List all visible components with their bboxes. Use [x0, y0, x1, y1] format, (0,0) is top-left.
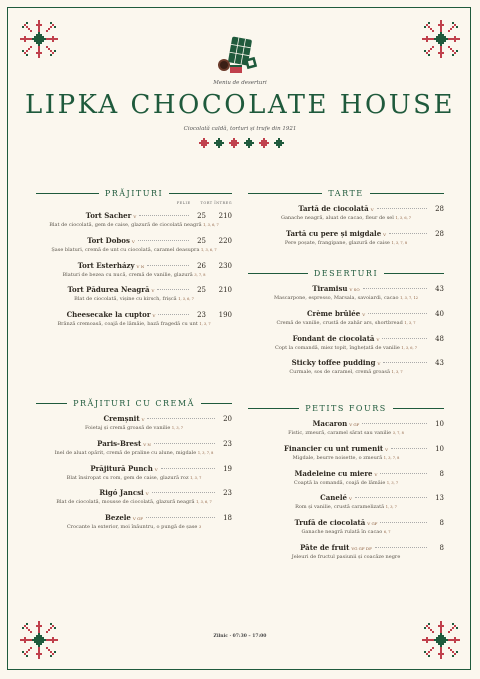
item-description	[248, 215, 444, 223]
dietary-tags: V	[374, 471, 378, 477]
price-whole: 210	[218, 286, 233, 295]
allergen-codes: 1, 3, 7, 8	[383, 455, 400, 460]
price-whole: 230	[218, 261, 232, 270]
dietary-tags: V	[385, 446, 388, 452]
item-description	[248, 455, 444, 463]
item-price: 40	[435, 309, 445, 318]
item-name: Cheesecake la cuptor	[66, 310, 151, 319]
dietary-tags: V	[131, 238, 135, 244]
item-description	[36, 247, 232, 255]
item-description	[248, 504, 444, 512]
menu-item	[36, 414, 232, 433]
menu-item	[248, 543, 444, 562]
item-price: 43	[435, 285, 445, 293]
item-price: 23	[223, 489, 233, 498]
item-name: Rigó Jancsi	[99, 488, 144, 498]
leader-dots	[154, 443, 215, 444]
dietary-tags: V	[141, 417, 145, 422]
description-text: Blat de ciocolată, mousse de ciocolată, glazură neagră	[56, 499, 195, 506]
item-price: 19	[223, 464, 233, 473]
leader-dots	[380, 473, 427, 474]
leader-dots	[363, 288, 427, 289]
item-price: 13	[435, 494, 444, 503]
description-text: Coaptă la comandă, coajă de lămâie	[293, 479, 386, 486]
leader-dots	[139, 215, 189, 216]
description-text: Șase blaturi, cremă de unt cu ciocolată, caramel deasupra	[51, 246, 200, 253]
dietary-tags: V GF	[349, 422, 360, 427]
menu-item	[248, 204, 444, 223]
folk-ornament-icon	[16, 617, 62, 663]
section-title: PRĂJITURI CU CREMĂ	[73, 398, 195, 408]
allergen-codes: 1, 3, 6, 7	[201, 247, 217, 252]
allergen-codes: 1, 3, 7	[391, 370, 403, 375]
item-price: 20	[223, 415, 232, 423]
menu-item	[248, 358, 444, 377]
section-title: PRĂJITURI	[104, 188, 164, 198]
item-name: Tartă cu pere și migdale	[285, 228, 382, 238]
price-slice: 23	[197, 311, 206, 319]
leader-dots	[157, 289, 189, 290]
leader-dots	[377, 208, 427, 209]
allergen-codes: 6, 7	[383, 530, 391, 534]
dietary-tags: V	[145, 491, 149, 497]
description-text: Cremă de vanilie, crustă de zahăr ars, shortbread	[276, 319, 403, 326]
description-text: Ganache neagră, aluat de cacao, fleur de sel	[280, 215, 394, 221]
section-prajituri-crema	[36, 398, 232, 532]
dietary-tags: V GF	[132, 516, 144, 521]
item-description	[248, 369, 444, 377]
allergen-codes: 1, 3, 7, 12	[400, 296, 418, 300]
item-description	[248, 430, 444, 438]
allergen-codes: 1, 3, 6, 7	[196, 500, 212, 505]
item-name: Fondant de ciocolată	[292, 333, 375, 343]
section-petits-fours	[248, 403, 444, 562]
item-description	[36, 425, 232, 433]
description-text: Copt la comandă, miez topit, înghețată de vanilie	[275, 344, 400, 351]
description-text: Crocante la exterior, moi înăuntru, o pungă de șase	[66, 524, 198, 530]
section-title: DESERTURI	[313, 268, 379, 278]
item-price: 10	[435, 420, 445, 428]
menu-item	[248, 419, 444, 438]
leader-dots	[368, 313, 427, 314]
description-text: Curmale, sos de caramel, cremă groasă	[289, 369, 390, 376]
price-slice: 26	[197, 261, 206, 270]
menu-item	[248, 229, 444, 248]
item-description	[36, 222, 232, 230]
section-prajituri	[36, 188, 232, 329]
dietary-tags: V N	[143, 441, 151, 447]
item-description	[36, 475, 232, 483]
allergen-codes: 1, 3, 7	[385, 505, 397, 510]
allergen-codes: 3, 7, 8	[194, 272, 206, 277]
item-description	[248, 320, 444, 328]
dietary-tags: V	[362, 311, 366, 317]
allergen-codes: 3	[198, 525, 202, 529]
item-price: 28	[435, 229, 444, 238]
section-tarte	[248, 188, 444, 248]
menu-item	[36, 513, 232, 532]
description-text: Foietaj și cremă groasă de vanilie	[84, 425, 171, 431]
item-name: Bezele	[104, 513, 131, 522]
item-name: Trufă de ciocolată	[294, 518, 366, 527]
dietary-tags: V	[376, 336, 380, 342]
item-name: Tiramisu	[312, 284, 348, 293]
opening-hours: Zilnic · 07:30 – 17:00	[213, 634, 267, 639]
description-text: Jeleuri de fructul pasiunii și coacăze negre	[291, 553, 401, 560]
allergen-codes: 1, 3, 7	[404, 320, 416, 325]
leader-dots	[375, 547, 427, 548]
price-slice: 25	[197, 212, 207, 220]
item-name: Tort Sacher	[85, 211, 132, 220]
item-name: Tort Esterházy	[77, 260, 135, 270]
description-text: Mascarpone, espresso, Marsala, savoiardi, cacao	[274, 295, 399, 301]
leader-dots	[362, 423, 427, 424]
price-slice: 25	[197, 286, 207, 295]
description-text: Rom și vanilie, crustă caramelizată	[295, 504, 385, 511]
item-description	[248, 554, 444, 562]
item-name: Canelé	[320, 493, 347, 503]
menu-item	[248, 284, 444, 303]
allergen-codes: 1, 3, 6, 7	[401, 345, 417, 350]
item-price: 10	[435, 444, 444, 453]
item-name: Paris-Brest	[97, 438, 142, 448]
dietary-tags: V	[151, 288, 155, 294]
menu-item	[36, 211, 232, 230]
price-whole: 190	[218, 311, 232, 319]
allergen-codes: 1, 3, 7	[386, 480, 399, 485]
allergen-codes: 1, 3, 7, 8	[391, 240, 408, 245]
chocolate-logo-icon	[210, 36, 270, 78]
item-description	[248, 345, 444, 353]
description-text: Brânză cremoasă, coajă de lămâie, bază fragedă cu unt	[57, 321, 198, 327]
item-description	[36, 272, 232, 280]
menu-item	[248, 444, 444, 463]
item-description	[248, 295, 444, 303]
menu-header	[0, 36, 480, 153]
allergen-codes: 1, 3, 7, 8	[197, 450, 214, 455]
restaurant-title: LIPKA CHOCOLATE HOUSE	[25, 90, 455, 120]
dietary-tags: V	[152, 313, 156, 318]
item-name: Prăjitură Punch	[90, 463, 153, 473]
allergen-codes: 1, 3, 6, 7	[395, 216, 412, 220]
item-description	[248, 480, 444, 488]
menu-item	[248, 334, 444, 353]
dietary-tags: V	[383, 231, 387, 237]
dietary-tags: V	[154, 466, 158, 472]
item-name: Pâte de fruit	[300, 542, 350, 552]
item-price: 8	[439, 519, 444, 527]
item-price: 8	[439, 469, 445, 478]
menu-item	[36, 310, 232, 329]
item-price: 43	[435, 359, 444, 368]
dietary-tags: V SO	[349, 287, 360, 292]
leader-dots	[146, 517, 215, 518]
item-name: Cremșnit	[103, 414, 140, 423]
menu-item	[36, 261, 232, 280]
section-deserturi	[248, 268, 444, 377]
description-text: Blaturi de bezea cu nucă, cremă de vanilie, glazură	[62, 271, 193, 278]
leader-dots	[158, 314, 189, 315]
item-price: 28	[435, 205, 445, 213]
leader-dots	[152, 492, 215, 493]
leader-dots	[138, 240, 189, 241]
price-column-headers	[36, 201, 232, 205]
item-name: Macaron	[312, 419, 348, 428]
menu-item	[248, 518, 444, 537]
item-description	[36, 321, 232, 329]
price-whole: 210	[218, 212, 233, 220]
menu-item	[248, 493, 444, 512]
leader-dots	[380, 522, 427, 523]
leader-dots	[147, 418, 215, 419]
item-description	[248, 529, 444, 537]
leader-dots	[355, 497, 427, 498]
allergen-codes: 1, 3, 6, 7	[178, 297, 194, 302]
allergen-codes: 1, 3, 7	[171, 426, 184, 430]
item-name: Sticky toffee pudding	[291, 358, 376, 368]
description-text: Blat de ciocolată, vișine cu kirsch, frișcă	[74, 296, 177, 303]
description-text: Blat însiropat cu rom, gem de caise, glazură roz	[66, 474, 189, 481]
item-description	[248, 240, 444, 248]
menu-item	[36, 236, 232, 255]
item-price: 48	[435, 334, 445, 343]
description-text: Pere poșate, frangipane, glazură de caise	[284, 239, 390, 246]
col-slice: FELIE	[176, 201, 191, 205]
item-name: Tort Pădurea Neagră	[67, 285, 150, 295]
leader-dots	[382, 338, 427, 339]
menu-kicker: Meniu de deserturi	[213, 80, 267, 86]
item-description	[36, 524, 232, 532]
dietary-tags: V	[370, 207, 374, 212]
description-text: Migdale, beurre noisette, o zmeură	[292, 454, 383, 461]
menu-item	[36, 488, 232, 507]
dietary-tags: V	[348, 496, 352, 502]
description-text: Blat de ciocolată, gem de caise, glazură de ciocolată neagră	[49, 222, 202, 228]
leader-dots	[389, 233, 427, 234]
tagline: Ciocolată caldă, torturi și trufe din 1921	[183, 126, 297, 132]
item-price: 18	[223, 514, 232, 522]
price-slice: 25	[197, 236, 207, 245]
item-description	[36, 499, 232, 507]
allergen-codes: 1, 3, 7	[199, 322, 211, 326]
leader-dots	[383, 362, 427, 363]
menu-item	[248, 309, 444, 328]
item-description	[36, 296, 232, 304]
item-name: Madeleine cu miere	[294, 468, 373, 478]
menu-item	[36, 439, 232, 458]
item-name: Financier cu unt rumenit	[284, 443, 384, 453]
item-name: Tartă de ciocolată	[298, 204, 369, 213]
section-title: PETITS FOURS	[305, 403, 387, 413]
allergen-codes: 3, 7, 8	[392, 431, 404, 435]
leader-dots	[161, 468, 215, 469]
section-title: TARTE	[328, 188, 364, 198]
item-name: Tort Dobos	[87, 235, 130, 245]
col-whole: TORT ÎNTREG	[200, 201, 232, 205]
allergen-codes: 1, 3, 6, 7	[203, 223, 219, 227]
item-name: Crème brûlée	[306, 308, 361, 318]
dietary-tags: V	[377, 361, 381, 367]
description-text: Ganache neagră rulată în cacao	[301, 529, 383, 535]
price-whole: 220	[218, 236, 233, 245]
leader-dots	[147, 265, 189, 266]
folk-ornament-icon	[418, 617, 464, 663]
dietary-tags: V N	[136, 263, 145, 269]
item-price: 8	[439, 543, 445, 552]
dietary-tags: VG GF DF	[351, 545, 372, 551]
item-price: 23	[223, 439, 232, 448]
dietary-tags: V GF	[367, 521, 378, 526]
leader-dots	[391, 448, 427, 449]
menu-item	[248, 469, 444, 488]
description-text: Inel de aluat opărit, cremă de praline cu alune, migdale	[54, 449, 197, 456]
description-text: Fistic, zmeură, caramel sărat sau vanilie	[288, 430, 392, 436]
menu-item	[36, 285, 232, 304]
menu-item	[36, 464, 232, 483]
item-description	[36, 450, 232, 458]
dietary-tags: V	[133, 214, 137, 219]
allergen-codes: 1, 3, 7	[190, 475, 202, 480]
embroidery-border-icon	[195, 137, 285, 149]
